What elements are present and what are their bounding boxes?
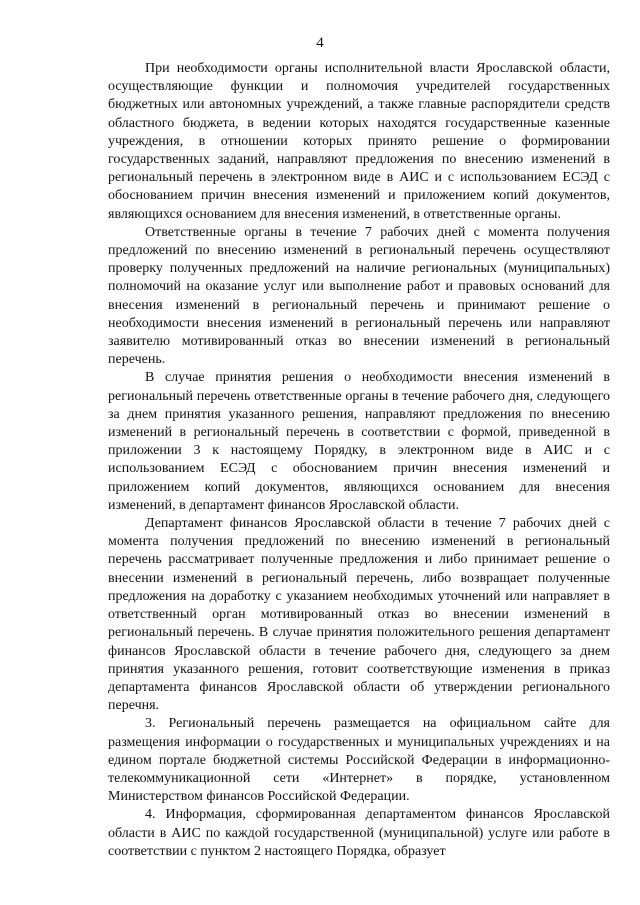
paragraph-item-3-publication: 3. Региональный перечень размещается на официальном сайте для размещения информации о государственных и муниципальных учреждениях и на едином портале бюджетной системы Российской Федерации в информационно-телекоммуникационной сети «Интернет» в порядке, установленном Министерством финансов Российской Федерации. xyxy=(108,716,610,805)
paragraph-decision-to-amend: В случае принятия решения о необходимости внесения изменений в региональный перечень ответственные органы в течение рабочего дня, следующего за днем принятия указанного решения, направляют предложения по внесению изменений в региональный перечень в соответствии с формой, приведенной в приложении 3 к настоящему Порядку, в электронном виде в АИС и с использованием ЕСЭД с обоснованием причин внесения изменений и приложением копий документов, являющихся основанием для внесения изменений, в департамент финансов Ярославской области. xyxy=(108,370,610,513)
paragraph-item-4-information: 4. Информация, сформированная департаментом финансов Ярославской области в АИС по каждой государственной (муниципальной) услуге или работе в соответствии с пунктом 2 настоящего Порядка, образует xyxy=(108,807,610,859)
paragraph-amendment-proposals: При необходимости органы исполнительной власти Ярославской области, осуществляющие функции и полномочия учредителей государственных бюджетных или автономных учреждений, а также главные распорядители средств областного бюджета, в ведении которых находятся государственные казенные учреждения, в отношении которых принято решение о формировании государственных заданий, направляют предложения по внесению изменений в региональный перечень в электронном виде в АИС и с использованием ЕСЭД с обоснованием причин внесения изменений и приложением копий документов, являющихся основанием для внесения изменений, в ответственные органы. xyxy=(108,61,610,222)
paragraph-responsible-bodies-review: Ответственные органы в течение 7 рабочих дней с момента получения предложений по внесению изменений в региональный перечень осуществляют проверку полученных предложений на наличие региональных (муниципальных) полномочий на оказание услуг или выполнение работ и правовых оснований для внесения изменений в региональный перечень и принимают решение о необходимости внесения изменений в региональный перечень или направляют заявителю мотивированный отказ во внесении изменений в региональный перечень. xyxy=(108,224,610,368)
paragraph-finance-department-review: Департамент финансов Ярославской области в течение 7 рабочих дней с момента получения предложений по внесению изменений в региональный перечень рассматривает полученные предложения и либо принимает решение о внесении изменений в региональный перечень, либо возвращает полученные предложения на доработку с указанием необходимых уточнений или направляет в ответственный орган мотивированный отказ во внесении изменений в региональный перечень. В случае принятия положительного решения департамент финансов Ярославской области в течение рабочего дня, следующего за днем принятия указанного решения, готовит соответствующие изменения в приказ департамента финансов Ярославской области об утверждении регионального перечня. xyxy=(108,516,610,714)
page-number: 4 xyxy=(316,35,324,51)
document-body xyxy=(108,60,610,861)
